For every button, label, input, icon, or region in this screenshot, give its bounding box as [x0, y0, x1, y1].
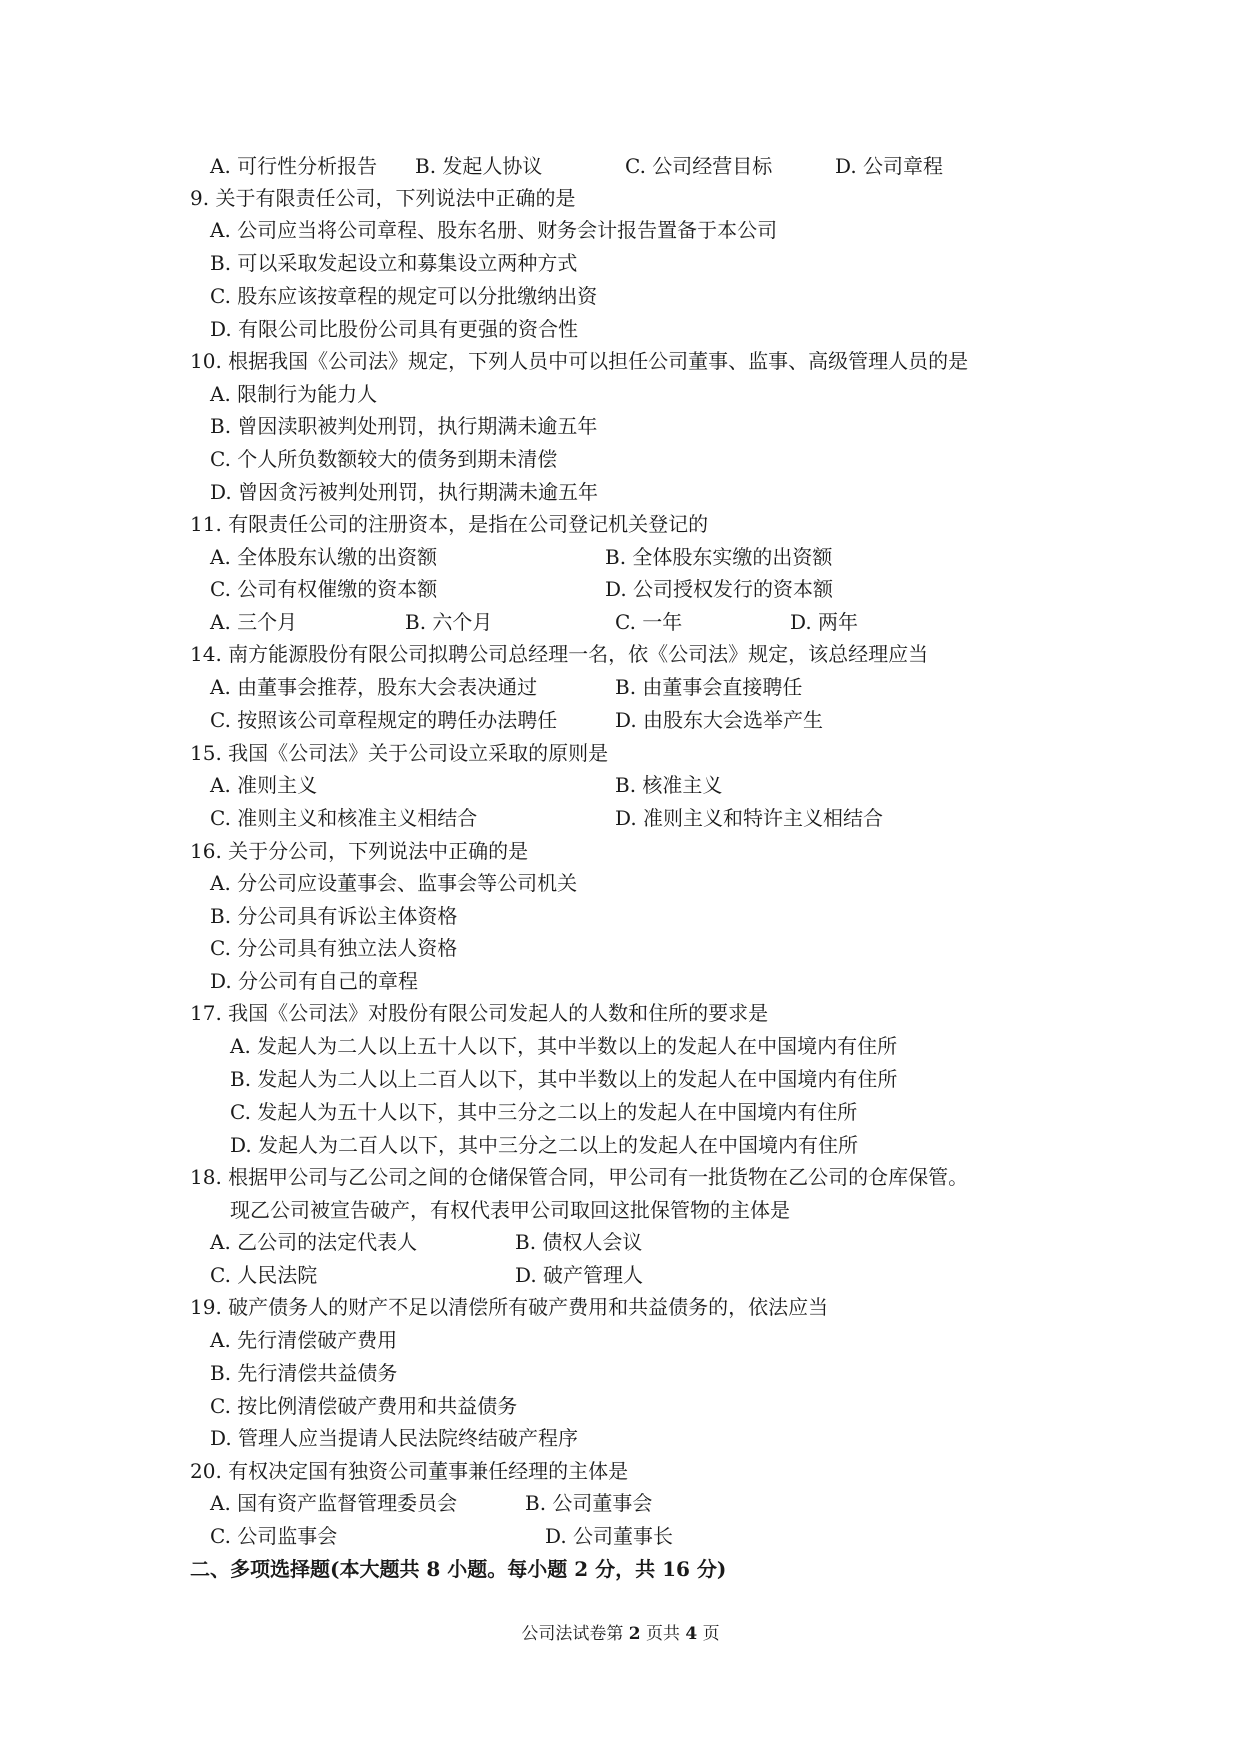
- line-text: 16. 关于分公司，下列说法中正确的是: [190, 839, 529, 863]
- line-text: C. 股东应该按章程的规定可以分批缴纳出资: [210, 284, 598, 308]
- answer-option: B. 债权人会议: [515, 1230, 643, 1254]
- answer-option: D. 准则主义和特许主义相结合: [615, 806, 884, 830]
- line-text: D. 有限公司比股份公司具有更强的资合性: [210, 317, 579, 341]
- line-text: A. 发起人为二人以上五十人以下，其中半数以上的发起人在中国境内有住所: [230, 1034, 898, 1058]
- line-text: 二、多项选择题(本大题共 8 小题。每小题 2 分，共 16 分): [190, 1557, 727, 1581]
- line-text: B. 曾因渎职被判处刑罚，执行期满未逾五年: [210, 414, 598, 438]
- answer-option: D. 由股东大会选举产生: [615, 708, 824, 732]
- answer-option: B. 核准主义: [615, 773, 723, 797]
- line-text: 11. 有限责任公司的注册资本，是指在公司登记机关登记的: [190, 512, 709, 536]
- answer-option: A. 三个月: [210, 610, 298, 634]
- answer-option: A. 可行性分析报告: [210, 154, 378, 178]
- line-text: C. 个人所负数额较大的债务到期未清偿: [210, 447, 558, 471]
- answer-option: A. 由董事会推荐，股东大会表决通过: [210, 675, 538, 699]
- line-text: D. 分公司有自己的章程: [210, 969, 419, 993]
- line-text: 14. 南方能源股份有限公司拟聘公司总经理一名，依《公司法》规定，该总经理应当: [190, 642, 929, 666]
- answer-option: B. 全体股东实缴的出资额: [605, 545, 833, 569]
- line-text: B. 可以采取发起设立和募集设立两种方式: [210, 251, 578, 275]
- footer-page-number: 2: [628, 1624, 641, 1644]
- line-text: 现乙公司被宣告破产，有权代表甲公司取回这批保管物的主体是: [230, 1198, 790, 1222]
- footer-middle: 页共: [646, 1624, 680, 1644]
- line-text: B. 发起人为二人以上二百人以下，其中半数以上的发起人在中国境内有住所: [230, 1067, 898, 1091]
- line-text: 18. 根据甲公司与乙公司之间的仓储保管合同，甲公司有一批货物在乙公司的仓库保管。: [190, 1165, 969, 1189]
- line-text: A. 先行清偿破产费用: [210, 1328, 398, 1352]
- answer-option: D. 破产管理人: [515, 1263, 644, 1287]
- answer-option: A. 乙公司的法定代表人: [210, 1230, 418, 1254]
- line-text: D. 管理人应当提请人民法院终结破产程序: [210, 1426, 579, 1450]
- answer-option: C. 公司有权催缴的资本额: [210, 577, 438, 601]
- line-text: A. 限制行为能力人: [210, 382, 378, 406]
- answer-option: C. 公司监事会: [210, 1524, 338, 1548]
- answer-option: D. 公司董事长: [545, 1524, 674, 1548]
- footer-total-pages: 4: [685, 1624, 698, 1644]
- answer-option: A. 全体股东认缴的出资额: [210, 545, 438, 569]
- answer-option: C. 公司经营目标: [625, 154, 773, 178]
- page-footer: [0, 1622, 1241, 1646]
- answer-option: A. 国有资产监督管理委员会: [210, 1491, 458, 1515]
- footer-suffix: 页: [702, 1624, 720, 1644]
- answer-option: C. 按照该公司章程规定的聘任办法聘任: [210, 708, 558, 732]
- answer-option: C. 人民法院: [210, 1263, 318, 1287]
- line-text: B. 先行清偿共益债务: [210, 1361, 398, 1385]
- answer-option: D. 两年: [790, 610, 859, 634]
- line-text: 19. 破产债务人的财产不足以清偿所有破产费用和共益债务的，依法应当: [190, 1295, 829, 1319]
- line-text: A. 分公司应设董事会、监事会等公司机关: [210, 871, 578, 895]
- line-text: B. 分公司具有诉讼主体资格: [210, 904, 458, 928]
- line-text: C. 分公司具有独立法人资格: [210, 936, 458, 960]
- answer-option: A. 准则主义: [210, 773, 318, 797]
- answer-option: B. 公司董事会: [525, 1491, 653, 1515]
- answer-option: B. 六个月: [405, 610, 493, 634]
- line-text: C. 按比例清偿破产费用和共益债务: [210, 1394, 518, 1418]
- line-text: A. 公司应当将公司章程、股东名册、财务会计报告置备于本公司: [210, 218, 778, 242]
- answer-option: C. 一年: [615, 610, 683, 634]
- line-text: 20. 有权决定国有独资公司董事兼任经理的主体是: [190, 1459, 629, 1483]
- line-text: 15. 我国《公司法》关于公司设立采取的原则是: [190, 741, 609, 765]
- line-text: 10. 根据我国《公司法》规定，下列人员中可以担任公司董事、监事、高级管理人员的是: [190, 349, 969, 373]
- answer-option: B. 发起人协议: [415, 154, 543, 178]
- answer-option: B. 由董事会直接聘任: [615, 675, 803, 699]
- footer-prefix: 公司法试卷第: [521, 1624, 624, 1644]
- answer-option: D. 公司授权发行的资本额: [605, 577, 834, 601]
- answer-option: D. 公司章程: [835, 154, 944, 178]
- line-text: D. 曾因贪污被判处刑罚，执行期满未逾五年: [210, 480, 599, 504]
- line-text: 17. 我国《公司法》对股份有限公司发起人的人数和住所的要求是: [190, 1001, 769, 1025]
- line-text: 9. 关于有限责任公司，下列说法中正确的是: [190, 186, 576, 210]
- answer-option: C. 准则主义和核准主义相结合: [210, 806, 478, 830]
- line-text: D. 发起人为二百人以下，其中三分之二以上的发起人在中国境内有住所: [230, 1133, 859, 1157]
- line-text: C. 发起人为五十人以下，其中三分之二以上的发起人在中国境内有住所: [230, 1100, 858, 1124]
